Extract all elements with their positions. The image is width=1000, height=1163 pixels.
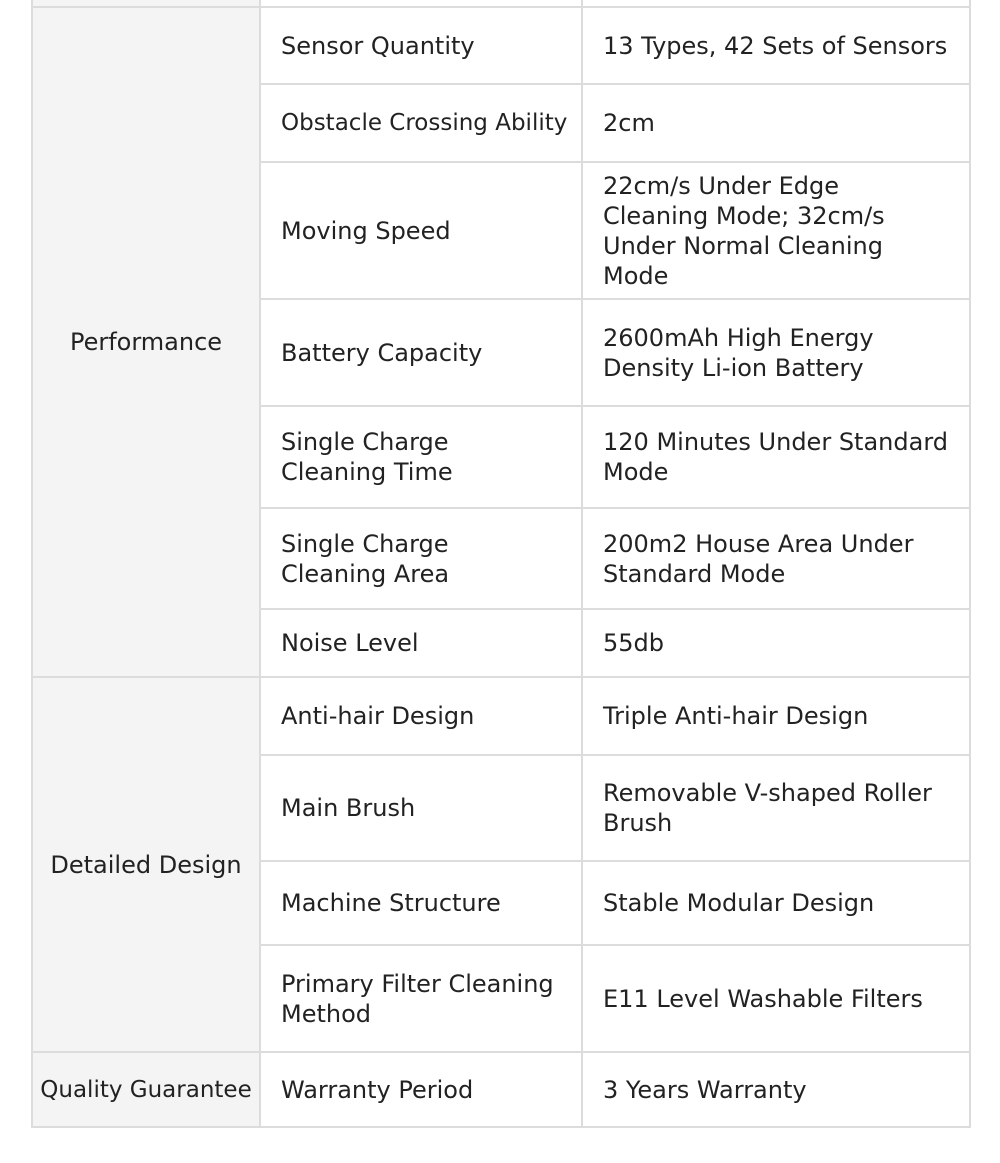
param-label: Warranty Period xyxy=(260,1052,582,1127)
param-value: Triple Anti-hair Design xyxy=(582,677,970,755)
table-row xyxy=(32,677,970,755)
param-value: 3 Years Warranty xyxy=(582,1052,970,1127)
table-row xyxy=(32,7,970,84)
param-value: 200m2 House Area Under Standard Mode xyxy=(582,508,970,609)
param-label: Main Brush xyxy=(260,755,582,861)
top-partial-cell xyxy=(582,0,970,7)
param-value: Stable Modular Design xyxy=(582,861,970,945)
table-row xyxy=(32,1052,970,1127)
param-value: 55db xyxy=(582,609,970,677)
param-label: Sensor Quantity xyxy=(260,7,582,84)
top-partial-cell xyxy=(260,0,582,7)
param-label: Primary Filter Cleaning Method xyxy=(260,945,582,1052)
param-label: Anti-hair Design xyxy=(260,677,582,755)
top-partial-cell xyxy=(32,0,260,7)
param-value: 120 Minutes Under Standard Mode xyxy=(582,406,970,508)
param-value: 22cm/s Under Edge Cleaning Mode; 32cm/s Under Normal Cleaning Mode xyxy=(582,162,970,299)
top-partial-row xyxy=(32,0,970,7)
param-value: 2cm xyxy=(582,84,970,162)
spec-table xyxy=(31,0,971,1128)
category-detailed-design: Detailed Design xyxy=(32,677,260,1052)
param-label: Single Charge Cleaning Time xyxy=(260,406,582,508)
param-value: Removable V-shaped Roller Brush xyxy=(582,755,970,861)
param-value: E11 Level Washable Filters xyxy=(582,945,970,1052)
category-quality-guarantee: Quality Guarantee xyxy=(32,1052,260,1127)
param-label: Noise Level xyxy=(260,609,582,677)
category-performance: Performance xyxy=(32,7,260,677)
param-label: Obstacle Crossing Ability xyxy=(260,84,582,162)
param-label: Single Charge Cleaning Area xyxy=(260,508,582,609)
param-value: 13 Types, 42 Sets of Sensors xyxy=(582,7,970,84)
param-value: 2600mAh High Energy Density Li-ion Battery xyxy=(582,299,970,406)
param-label: Moving Speed xyxy=(260,162,582,299)
param-label: Machine Structure xyxy=(260,861,582,945)
param-label: Battery Capacity xyxy=(260,299,582,406)
